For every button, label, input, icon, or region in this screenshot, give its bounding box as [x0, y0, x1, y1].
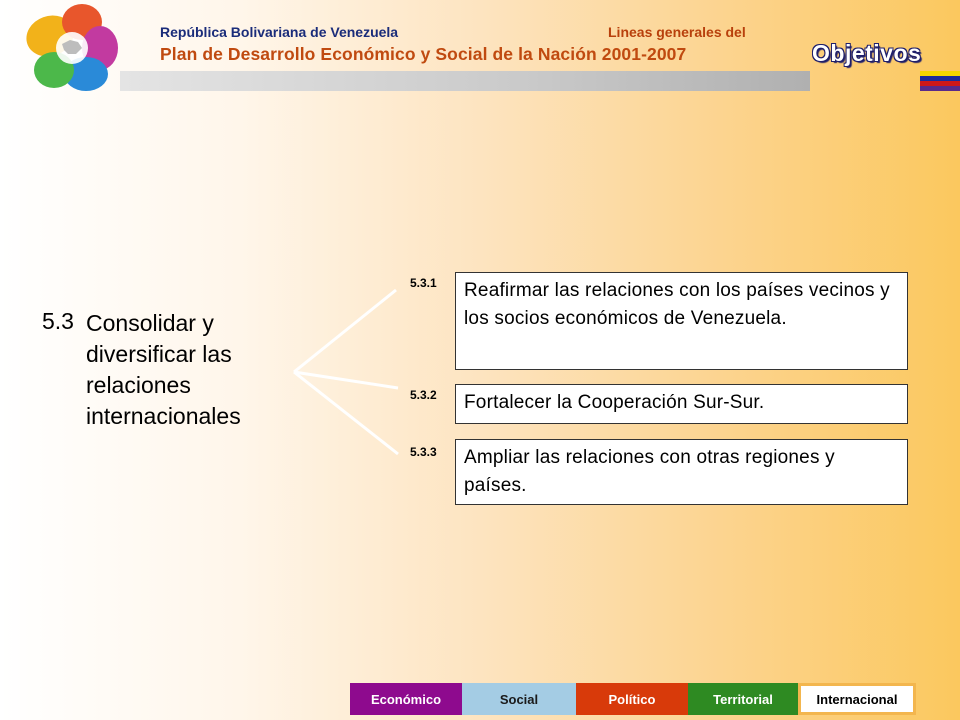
- sub-objective-box: Ampliar las relaciones con otras regiones y países.: [455, 439, 908, 505]
- main-objective-line: relaciones: [86, 372, 191, 398]
- sub-objective-box: Reafirmar las relaciones con los países vecinos y los socios económicos de Venezuela.: [455, 272, 908, 370]
- sub-objective-box: Fortalecer la Cooperación Sur-Sur.: [455, 384, 908, 424]
- section-title: Objetivos: [812, 40, 922, 66]
- tab-politico[interactable]: Político: [576, 683, 688, 715]
- country-name: República Bolivariana de Venezuela: [160, 24, 399, 40]
- tab-social[interactable]: Social: [462, 683, 576, 715]
- header-bar: [120, 71, 810, 91]
- sub-objective-code: 5.3.2: [410, 388, 437, 402]
- main-objective-line: Consolidar y: [86, 310, 214, 336]
- flag-stripe: [920, 71, 960, 91]
- tab-economico[interactable]: Económico: [350, 683, 462, 715]
- sub-objective-code: 5.3.3: [410, 445, 437, 459]
- main-objective-line: diversificar las: [86, 341, 232, 367]
- tab-internacional[interactable]: Internacional: [798, 683, 916, 715]
- main-objective-line: internacionales: [86, 403, 241, 429]
- tab-territorial[interactable]: Territorial: [688, 683, 798, 715]
- main-objective-text: [86, 308, 276, 432]
- plan-title: Plan de Desarrollo Económico y Social de la Nación 2001-2007: [160, 44, 687, 64]
- main-objective-number: 5.3: [42, 308, 74, 334]
- nav-tabs: [350, 683, 916, 715]
- sub-objective-code: 5.3.1: [410, 276, 437, 290]
- flower-logo-icon: [20, 2, 120, 94]
- lines-label: Lineas generales del: [608, 24, 746, 40]
